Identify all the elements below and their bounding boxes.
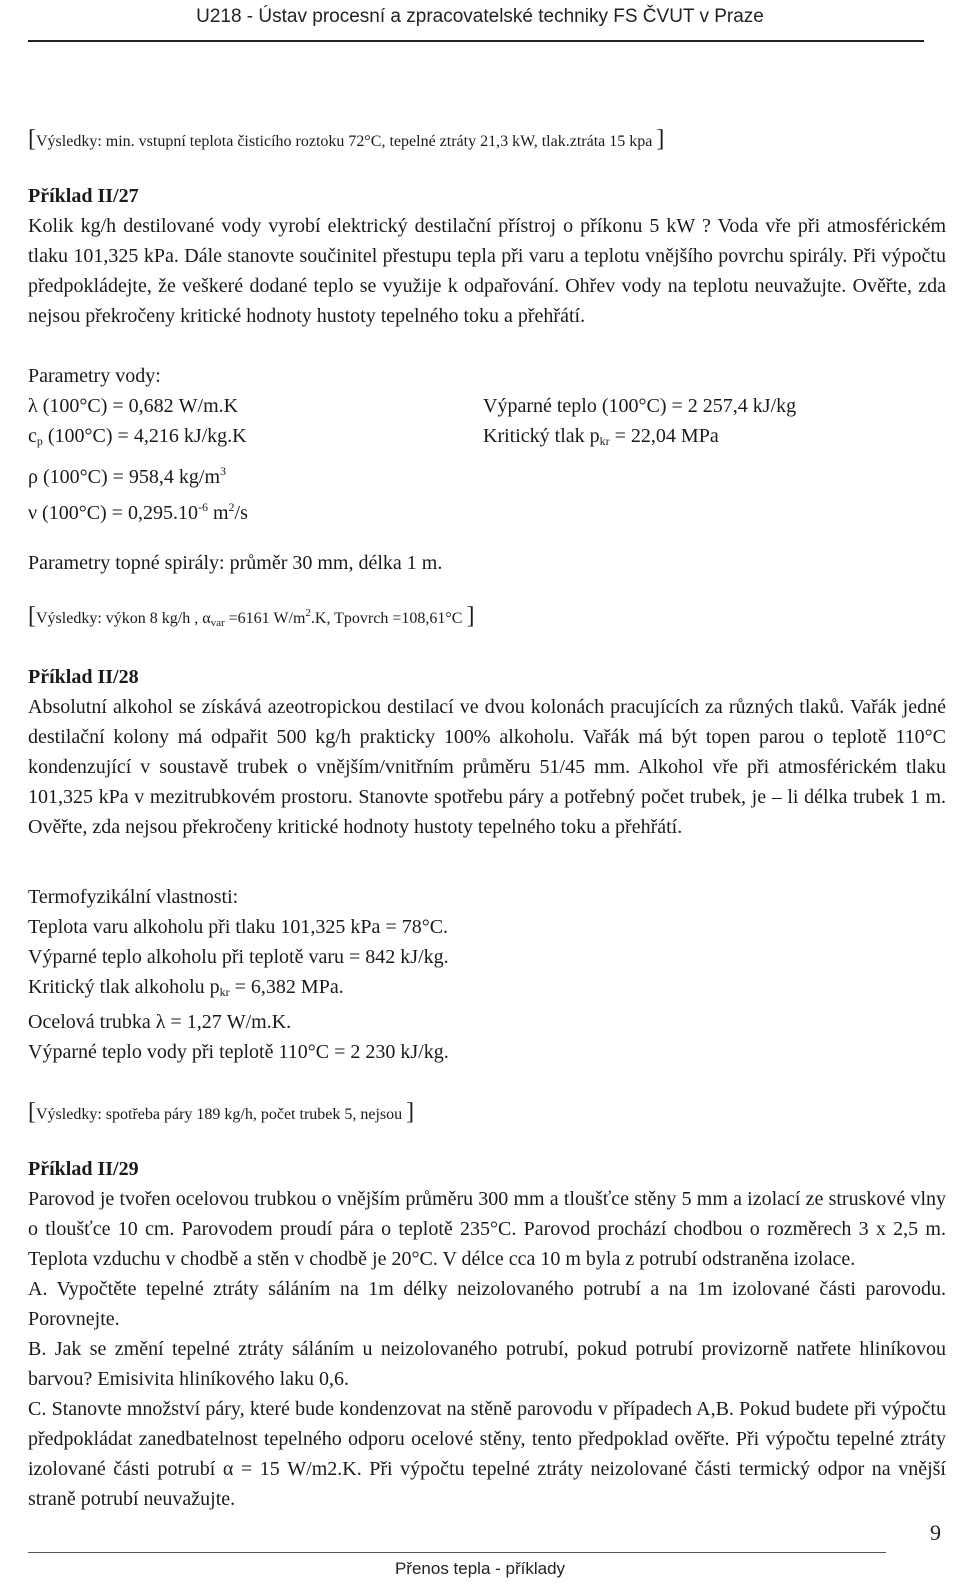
example-28-title: Příklad II/28 xyxy=(28,666,139,688)
example-29-title: Příklad II/29 xyxy=(28,1158,139,1180)
example-27-title: Příklad II/27 xyxy=(28,185,139,207)
prop-steel-tube: Ocelová trubka λ = 1,27 W/m.K. xyxy=(28,1011,292,1033)
example-29-task-c: C. Stanovte množství páry, které bude kondenzovat na stěně parovodu v případech A,B. Pokud budete při výpočtu předpokládat zanedbatelnost tepelného odporu ocelové stěny, tento předpoklad ověřte. Při výpočtu tepelné ztráty izolované části potrubí α = 15 W/m2.K. Při výpočtu tepelné ztráty neizolované části termický odpor na vnější straně potrubí neuvažujte. xyxy=(28,1398,946,1510)
water-params xyxy=(28,391,946,528)
param-cp: cp (100°C) = 4,216 kJ/kg.K xyxy=(28,425,247,448)
document-body xyxy=(28,124,946,1514)
param-rho: ρ (100°C) = 958,4 $kg/m^3$ xyxy=(28,464,227,488)
footer-divider xyxy=(28,1552,886,1553)
param-nu: ν $(100^\circ C) = 0,295.10^{-6}$ $m^2/s$ xyxy=(28,500,248,524)
page-number: 9 xyxy=(930,1520,941,1545)
param-latent-heat: Výparné teplo (100°C) = 2 257,4 kJ/kg xyxy=(483,395,797,417)
spiral-params: Parametry topné spirály: průměr 30 mm, délka 1 m. xyxy=(28,552,443,574)
prop-critical-pressure: Kritický tlak alkoholu pkr = 6,382 MPa. xyxy=(28,976,344,999)
water-params-heading: Parametry vody: xyxy=(28,365,161,387)
example-28-text: Absolutní alkohol se získává azeotropickou destilací ve dvou kolonách pracujících za různých tlaků. Vařák jedné destilační kolony má odpařit 500 kg/h prakticky 100% alkoholu. Vařák má být topen parou o teplotě 110°C kondenzující v soustavě trubek o vnějším/vnitřním průměru 51/45 mm. Alkohol vře při atmosférickém tlaku 101,325 kPa v mezitrubkovém prostoru. Stanovte spotřebu páry a potřebný počet trubek, je – li délka trubek 1 m. Ověřte, zda nejsou překročeny kritické hodnoty hustoty tepelného toku a přehřátí. xyxy=(28,696,946,838)
example-29-task-a: A. Vypočtěte tepelné ztráty sáláním na 1m délky neizolovaného potrubí a na 1m izolované části parovodu. Porovnejte. xyxy=(28,1278,946,1330)
page-footer: Přenos tepla - příklady xyxy=(394,1559,566,1578)
example-27-text: Kolik kg/h destilované vody vyrobí elektrický destilační přístroj o příkonu 5 kW ? Voda vře při atmosférickém tlaku 101,325 kPa. Dále stanovte součinitel přestupu tepla při varu a teplotu vnějšího povrchu spirály. Při výpočtu předpokládejte, že veškeré dodané teplo se využije k odpařování. Ohřev vody na teplotu neuvažujte. Ověřte, zda nejsou překročeny kritické hodnoty hustoty tepelného toku a přehřátí. xyxy=(28,215,946,327)
param-lambda: λ (100°C) = 0,682 W/m.K xyxy=(28,395,239,417)
thermo-props-heading: Termofyzikální vlastnosti: xyxy=(28,886,239,908)
prop-water-latent-heat: Výparné teplo vody při teplotě 110°C = 2 230 kJ/kg. xyxy=(28,1041,449,1063)
prop-latent-heat: Výparné teplo alkoholu při teplotě varu = 842 kJ/kg. xyxy=(28,946,449,968)
param-critical-pressure: Kritický tlak pkr = 22,04 MPa xyxy=(483,425,719,448)
results-26: [Výsledky: min. vstupní teplota čisticího roztoku 72°C, tepelné ztráty 21,3 kW, tlak.ztráta 15 kpa ] xyxy=(28,126,665,152)
example-29-text: Parovod je tvořen ocelovou trubkou o vnějším průměru 300 mm a tloušťce stěny 5 mm a izolací ze struskové vlny o tloušťce 10 cm. Parovodem proudí pára o teplotě 235°C. Parovod prochází chodbou o rozměrech 3 x 2,5 m. Teplota vzduchu v chodbě a stěn v chodbě je 20°C. V délce cca 10 m byla z potrubí odstraněna izolace. xyxy=(28,1188,946,1270)
results-28: [Výsledky: spotřeba páry 189 kg/h, počet trubek 5, nejsou ] xyxy=(28,1099,415,1125)
results-27: [Výsledky: výkon 8 kg/h , $\alpha_{var} =6161$ $W/m^2.K$, Tpovrch =108,61°C ] xyxy=(28,603,475,629)
prop-boiling-point: Teplota varu alkoholu při tlaku 101,325 kPa = 78°C. xyxy=(28,916,449,938)
header-divider xyxy=(28,40,924,42)
example-29-task-b: B. Jak se změní tepelné ztráty sáláním u neizolovaného potrubí, pokud potrubí provizorně natřete hliníkovou barvou? Emisivita hliníkového laku 0,6. xyxy=(28,1338,946,1390)
page-header: U218 - Ústav procesní a zpracovatelské techniky FS ČVUT v Praze xyxy=(196,6,764,27)
